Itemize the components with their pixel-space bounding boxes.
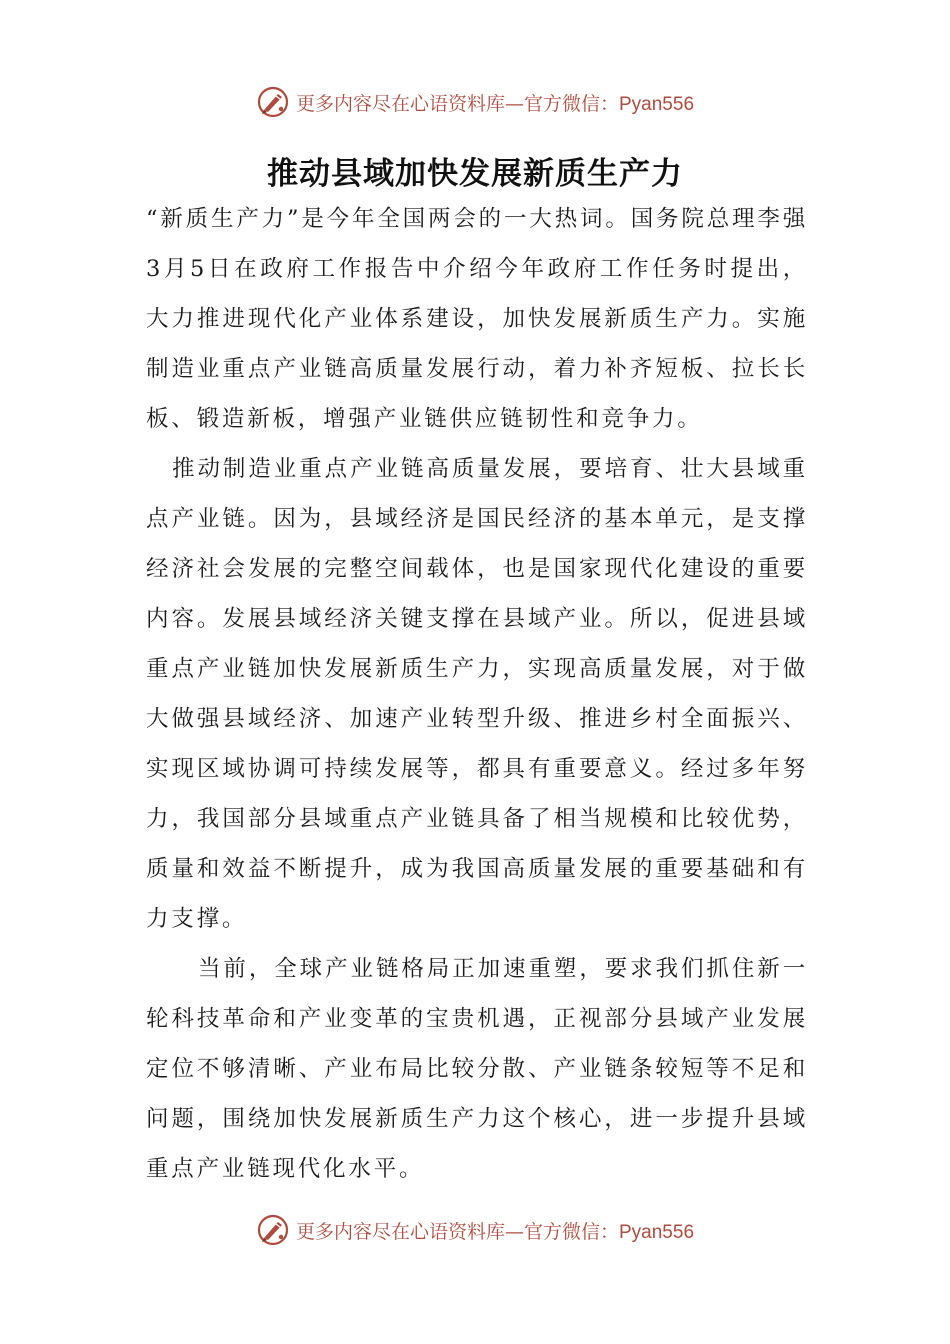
pen-logo-icon [256, 85, 290, 119]
footer-banner-handle: Pyan556 [619, 1221, 695, 1243]
header-banner-label: 更多内容尽在心语资料库—官方微信： [295, 92, 619, 115]
footer-banner-text [296, 1217, 694, 1244]
document-title: 推动县域加快发展新质生产力 [267, 156, 683, 192]
footer-banner-label: 更多内容尽在心语资料库—官方微信： [295, 1220, 619, 1243]
header-banner-inner [256, 85, 694, 119]
document-body [146, 194, 808, 1194]
header-banner [0, 80, 950, 124]
footer-banner-inner [256, 1213, 694, 1247]
header-banner-handle: Pyan556 [619, 93, 695, 115]
paragraph-3: 当前，全球产业链格局正加速重塑，要求我们抓住新一轮科技革命和产业变革的宝贵机遇，正视部分县域产业发展定位不够清晰、产业布局比较分散、产业链条较短等不足和问题，围绕加快发展新质生产力这个核心，进一步提升县域重点产业链现代化水平。 [146, 956, 808, 1182]
header-banner-text [296, 89, 694, 116]
footer-banner [0, 1208, 950, 1252]
paragraph-2: 推动制造业重点产业链高质量发展，要培育、壮大县域重点产业链。因为，县域经济是国民经济的基本单元，是支撑经济社会发展的完整空间载体，也是国家现代化建设的重要内容。发展县域经济关键支撑在县域产业。所以，促进县域重点产业链加快发展新质生产力，实现高质量发展，对于做大做强县域经济、加速产业转型升级、推进乡村全面振兴、实现区域协调可持续发展等，都具有重要意义。经过多年努力，我国部分县域重点产业链具备了相当规模和比较优势，质量和效益不断提升，成为我国高质量发展的重要基础和有力支撑。 [146, 456, 808, 932]
paragraph-1: “新质生产力”是今年全国两会的一大热词。国务院总理李强3月5日在政府工作报告中介绍今年政府工作任务时提出，大力推进现代化产业体系建设，加快发展新质生产力。实施制造业重点产业链高质量发展行动，着力补齐短板、拉长长板、锻造新板，增强产业链供应链韧性和竞争力。 [146, 206, 808, 432]
pen-logo-icon [256, 1213, 290, 1247]
